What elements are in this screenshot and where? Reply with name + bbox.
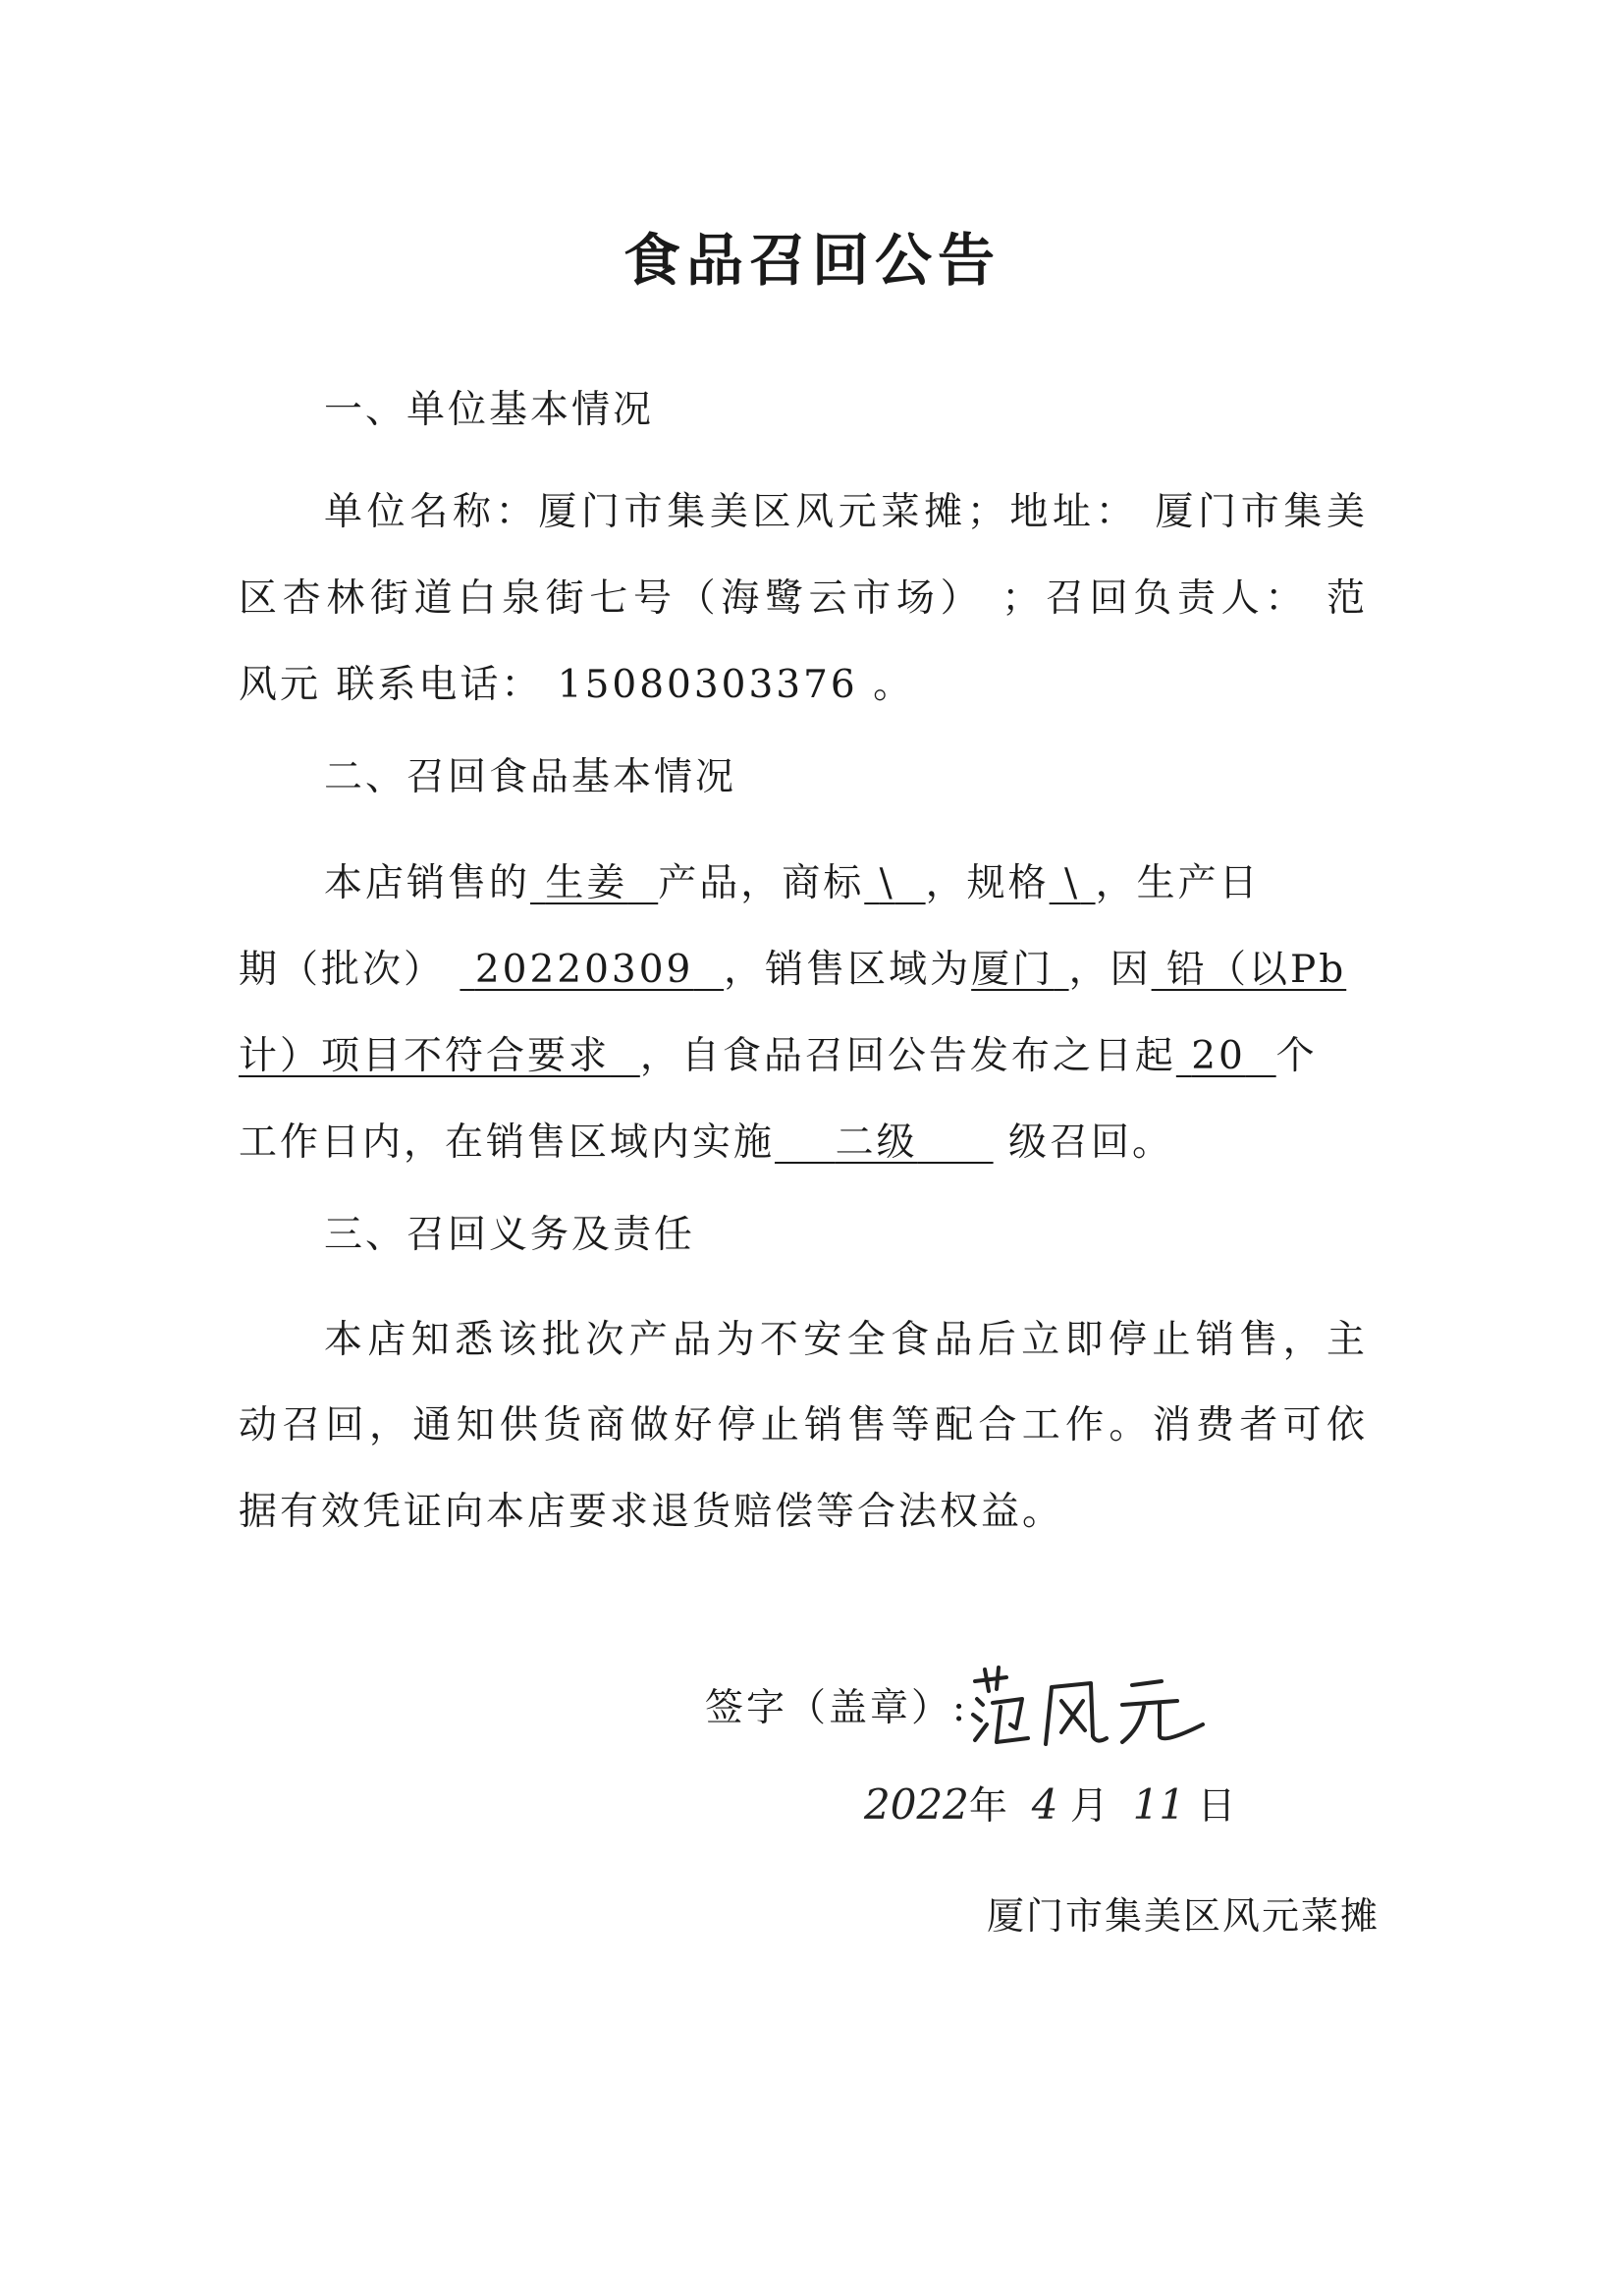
section3-heading: 三、召回义务及责任 bbox=[324, 1213, 696, 1257]
text-segment: ，规格 bbox=[925, 861, 1050, 905]
handwritten-signature bbox=[967, 1660, 1222, 1748]
product-name: 生姜 bbox=[545, 861, 628, 905]
company-name-signature: 厦门市集美区风元菜摊 bbox=[987, 1894, 1380, 1938]
text-segment: ，自食品召回公告发布之日起 bbox=[639, 1034, 1176, 1078]
text-segment: 个 bbox=[1275, 1034, 1318, 1078]
date-year-unit: 年 bbox=[968, 1784, 1007, 1829]
text-segment: 工作日内，在销售区域内实施 bbox=[239, 1121, 776, 1165]
section1-line2: 区杏林街道白泉街七号（海鹭云市场） ；召回负责人： 范 bbox=[239, 576, 1368, 621]
text-segment: 级召回。 bbox=[1008, 1121, 1174, 1165]
date-day: 11 bbox=[1132, 1780, 1186, 1829]
text-segment: 期（批次） bbox=[239, 948, 446, 992]
section1-line1: 单位名称：厦门市集美区风元菜摊；地址： 厦门市集美 bbox=[324, 490, 1368, 534]
section3-line2: 动召回，通知供货商做好停止销售等配合工作。消费者可依 bbox=[239, 1403, 1368, 1448]
date-month: 4 bbox=[1031, 1780, 1058, 1829]
section2-line3 bbox=[239, 1034, 1368, 1078]
date-month-unit: 月 bbox=[1069, 1784, 1109, 1829]
text-segment: 本店销售的 bbox=[324, 861, 531, 905]
spec-value: \ bbox=[1064, 861, 1081, 905]
date-year: 2022 bbox=[864, 1780, 969, 1829]
days-value: 20 bbox=[1191, 1034, 1246, 1078]
signature-label: 签字（盖章）: bbox=[705, 1686, 969, 1730]
reason-value-part2: 计）项目不符合要求 bbox=[239, 1034, 611, 1078]
reason-value-part1: 铅（以Pb bbox=[1166, 948, 1347, 992]
text-segment: ，生产日 bbox=[1095, 861, 1261, 905]
region-value: 厦门 bbox=[971, 948, 1055, 992]
date-day-unit: 日 bbox=[1197, 1784, 1236, 1829]
section2-line1 bbox=[324, 861, 1368, 905]
batch-value: 20220309 bbox=[474, 948, 694, 992]
section1-heading: 一、单位基本情况 bbox=[324, 388, 655, 432]
trademark-value: \ bbox=[879, 861, 895, 905]
section3-line1: 本店知悉该批次产品为不安全食品后立即停止销售，主 bbox=[324, 1318, 1368, 1362]
section3-line3: 据有效凭证向本店要求退货赔偿等合法权益。 bbox=[239, 1490, 1064, 1534]
section2-line4 bbox=[239, 1121, 1368, 1165]
section2-heading: 二、召回食品基本情况 bbox=[324, 755, 737, 799]
section1-line3: 风元 联系电话： 15080303376 。 bbox=[239, 663, 915, 707]
section2-line2 bbox=[239, 948, 1368, 992]
text-segment: ，销售区域为 bbox=[724, 948, 972, 992]
signature-date bbox=[864, 1776, 1236, 1831]
recall-level-value: 二级 bbox=[835, 1121, 918, 1165]
document-title: 食品召回公告 bbox=[623, 227, 1001, 294]
text-segment: 产品，商标 bbox=[658, 861, 865, 905]
text-segment: ，因 bbox=[1068, 948, 1152, 992]
